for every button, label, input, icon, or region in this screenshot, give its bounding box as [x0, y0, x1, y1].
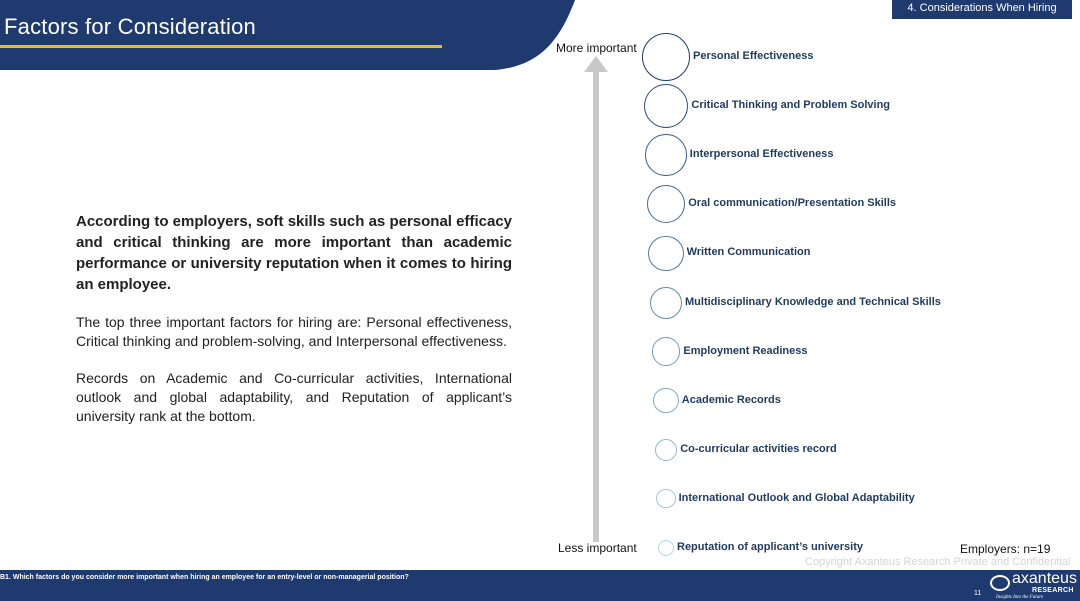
page-title: Factors for Consideration: [4, 14, 256, 39]
factor-circle: [645, 134, 687, 176]
logo-tagline: Insights Into the Future: [996, 595, 1044, 600]
bottom-factors-paragraph: Records on Academic and Co-curricular activities, International outlook and global adaptability, and Reputation of applicant’s university rank at the bottom.: [76, 370, 512, 424]
logo-icon: [990, 575, 1010, 591]
factor-circle: [652, 337, 681, 366]
logo-name: axanteus: [1012, 570, 1077, 587]
footer-bar: [0, 570, 1080, 601]
factor-label: Oral communication/Presentation Skills: [688, 197, 897, 210]
factor-circle: [658, 540, 674, 556]
factor-circle: [656, 489, 675, 508]
factor-label: Co-curricular activities record: [680, 442, 837, 455]
question-footnote: B1. Which factors do you consider more important when hiring an employee for an entry-level or non-managerial position?: [0, 574, 409, 581]
factor-label: International Outlook and Global Adaptability: [678, 491, 915, 504]
factor-circle: [648, 236, 683, 271]
factor-circle: [642, 33, 690, 81]
axis-bottom-label: Less important: [558, 541, 637, 555]
factor-label: Multidisciplinary Knowledge and Technical Skills: [685, 295, 941, 308]
axis-top-label: More important: [556, 41, 637, 55]
top-factors-paragraph: The top three important factors for hiring are: Personal effectiveness, Critical thinking and problem-solving, and Interpersonal effectiveness.: [76, 314, 512, 349]
copyright-notice: Copyright Axanteus Research Private and Confidential: [805, 556, 1071, 568]
factor-label: Personal Effectiveness: [693, 50, 814, 62]
factor-circle: [655, 439, 677, 461]
company-logo: [990, 570, 1077, 600]
axis-arrowhead: [584, 56, 608, 72]
factor-label: Critical Thinking and Problem Solving: [691, 99, 891, 112]
sample-size: Employers: n=19: [960, 542, 1051, 556]
factor-label: Written Communication: [686, 246, 811, 259]
page-number: 11: [974, 590, 982, 597]
lead-statement: According to employers, soft skills such as personal efficacy and critical thinking are more important than academic performance or university reputation when it comes to hiring an employee.: [76, 213, 512, 293]
factor-label: Interpersonal Effectiveness: [689, 148, 834, 161]
logo-subtitle: RESEARCH: [1032, 587, 1074, 594]
section-tag: 4. Considerations When Hiring: [892, 0, 1072, 19]
factor-label: Reputation of applicant’s university: [677, 541, 864, 553]
factor-label: Academic Records: [681, 393, 781, 406]
factor-label: Employment Readiness: [683, 344, 808, 357]
factor-circle: [650, 287, 682, 319]
factor-circle: [653, 388, 679, 414]
